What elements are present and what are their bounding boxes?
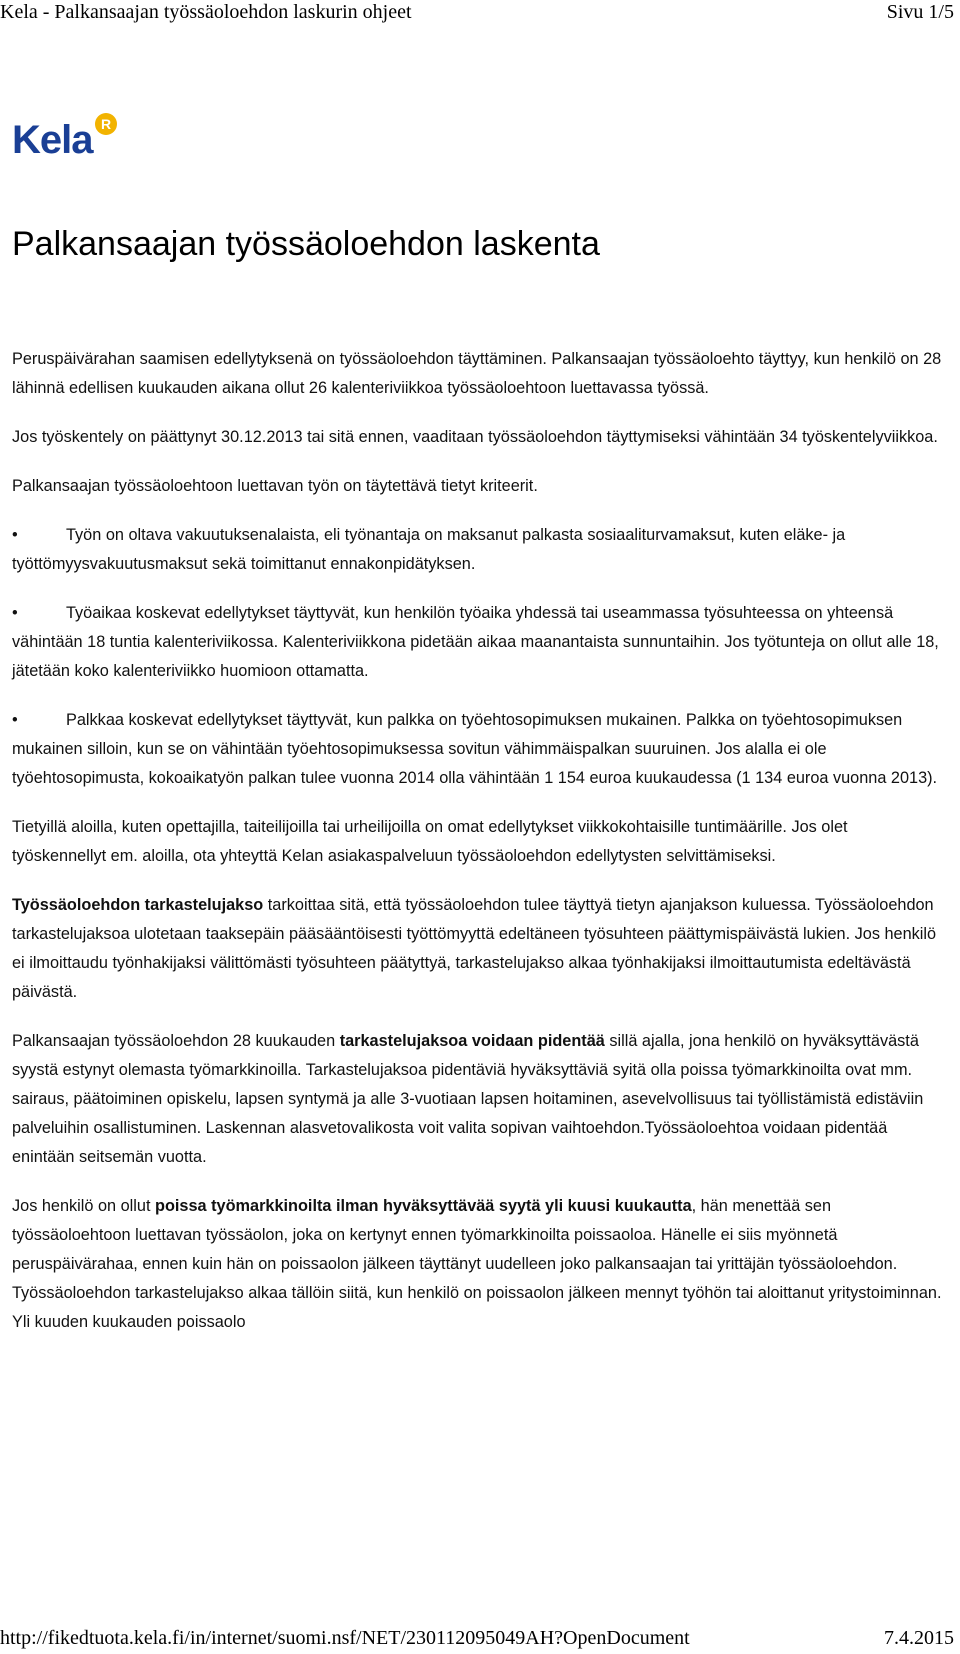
bullet-icon: • <box>12 526 18 544</box>
list-item <box>12 521 942 579</box>
paragraph-criteria: Palkansaajan työssäoloehtoon luettavan työn on täytettävä tietyt kriteerit. <box>12 477 538 495</box>
list-item-text: Palkkaa koskevat edellytykset täyttyvät, kun palkka on työehtosopimuksen mukainen. Palkka on työehtosopimuksen mukainen silloin, kun se on vähintään työehtosopimuksessa sovitun vähimmäispalkan suuruinen. Jos alalla ei ole työehtosopimusta, kokoaikatyön palkan tulee vuonna 2014 olla vähintään 1 154 euroa kuukaudessa (1 134 euroa vuonna 2013). <box>12 711 938 787</box>
print-date: 7.4.2015 <box>884 1627 954 1649</box>
list-item-text: Työn on oltava vakuutuksenalaista, eli työnantaja on maksanut palkasta sosiaaliturvamaksut, kuten eläke- ja työttömyysvakuutusmaksut sekä toimittanut ennakonpidätyksen. <box>12 526 846 573</box>
kela-logo-text: Kela <box>12 118 93 162</box>
bold-term: tarkastelujaksoa voidaan pidentää <box>339 1032 605 1050</box>
paragraph-absence: Jos henkilö on ollut poissa työmarkkinoilta ilman hyväksyttävää syytä yli kuusi kuukautta, hän menettää sen työssäoloehtoon luettavan työssäolon, joka on kertynyt ennen työmarkkinoilta poissaoloa. Hänelle ei siis myönnetä peruspäivärahaa, ennen kuin hän on poissaolon jälkeen täyttänyt uudelleen joko palkansaajan tai yrittäjän työssäoloehdon. Työssäoloehdon tarkastelujakso alkaa tällöin siitä, kun henkilö on poissaolon jälkeen mennyt työhön tai aloittanut yritystoiminnan. Yli kuuden kuukauden poissaolo <box>12 1197 942 1331</box>
bold-term: poissa työmarkkinoilta ilman hyväksyttävää syytä yli kuusi kuukautta <box>155 1197 692 1215</box>
list-item <box>12 599 942 686</box>
bullet-icon: • <box>12 604 18 622</box>
kela-logo <box>12 112 122 168</box>
paragraph-2013-rule: Jos työskentely on päättynyt 30.12.2013 tai sitä ennen, vaaditaan työssäoloehdon täyttymiseksi vähintään 34 työskentelyviikkoa. <box>12 428 938 446</box>
page-title: Palkansaajan työssäoloehdon laskenta <box>12 225 600 263</box>
source-url: http://fikedtuota.kela.fi/in/internet/suomi.nsf/NET/230112095049AH?OpenDocument <box>0 1627 690 1649</box>
document-title: Kela - Palkansaajan työssäoloehdon laskurin ohjeet <box>0 1 412 23</box>
paragraph-intro: Peruspäivärahan saamisen edellytyksenä on työssäoloehdon täyttäminen. Palkansaajan työssäoloehto täyttyy, kun henkilö on 28 lähinnä edellisen kuukauden aikana ollut 26 kalenteriviikkoa työssäoloehtoon luettavassa työssä. <box>12 350 942 397</box>
page-number: Sivu 1/5 <box>886 1 954 23</box>
registered-mark-icon <box>94 112 118 136</box>
paragraph-extension: Palkansaajan työssäoloehdon 28 kuukauden tarkastelujaksoa voidaan pidentää sillä ajalla, jona henkilö on hyväksyttävästä syystä estynyt olemasta työmarkkinoilla. Tarkastelujaksoa pidentäviä hyväksyttäviä syitä olla poissa työmarkkinoilta ovat mm. sairaus, päätoiminen opiskelu, lapsen syntymä ja alle 3-vuotiaan lapsen hoitaminen, asevelvollisuus tai työllistämistä edistäviin palveluihin osallistuminen. Laskennan alasvetovalikosta voit valita sopivan vaihtoehdon.Työssäoloehtoa voidaan pidentää enintään seitsemän vuotta. <box>12 1032 924 1166</box>
bold-term: Työssäoloehdon tarkastelujakso <box>12 896 264 914</box>
svg-text:R: R <box>100 116 112 132</box>
paragraph-review-period: Työssäoloehdon tarkastelujakso tarkoittaa sitä, että työssäoloehdon tulee täyttyä tietyn ajanjakson kuluessa. Työssäoloehdon tarkastelujaksoa ulotetaan taaksepäin pääsääntöisesti työttömyyttä edeltäneen työsuhteen päättymispäivästä lukien. Jos henkilö ei ilmoittaudu työnhakijaksi välittömästi työsuhteen päätyttyä, tarkastelujakso alkaa työnhakijaksi ilmoittautumista edeltävästä päivästä. <box>12 896 937 1001</box>
article-body <box>12 345 942 1357</box>
paragraph-special-fields: Tietyillä aloilla, kuten opettajilla, taiteilijoilla tai urheilijoilla on omat edellytykset viikkokohtaisille tuntimäärille. Jos olet työskennellyt em. aloilla, ota yhteyttä Kelan asiakaspalveluun työssäoloehdon edellytysten selvittämiseksi. <box>12 818 848 865</box>
print-footer <box>0 1626 960 1652</box>
list-item-text: Työaikaa koskevat edellytykset täyttyvät, kun henkilön työaika yhdessä tai useammassa työsuhteessa on yhteensä vähintään 18 tuntia kalenteriviikossa. Kalenteriviikkona pidetään aikaa maanantaista sunnuntaihin. Jos työtunteja on ollut alle 18, jätetään koko kalenteriviikko huomioon ottamatta. <box>12 604 939 680</box>
bullet-icon: • <box>12 711 18 729</box>
print-header <box>0 0 960 26</box>
list-item <box>12 706 942 793</box>
